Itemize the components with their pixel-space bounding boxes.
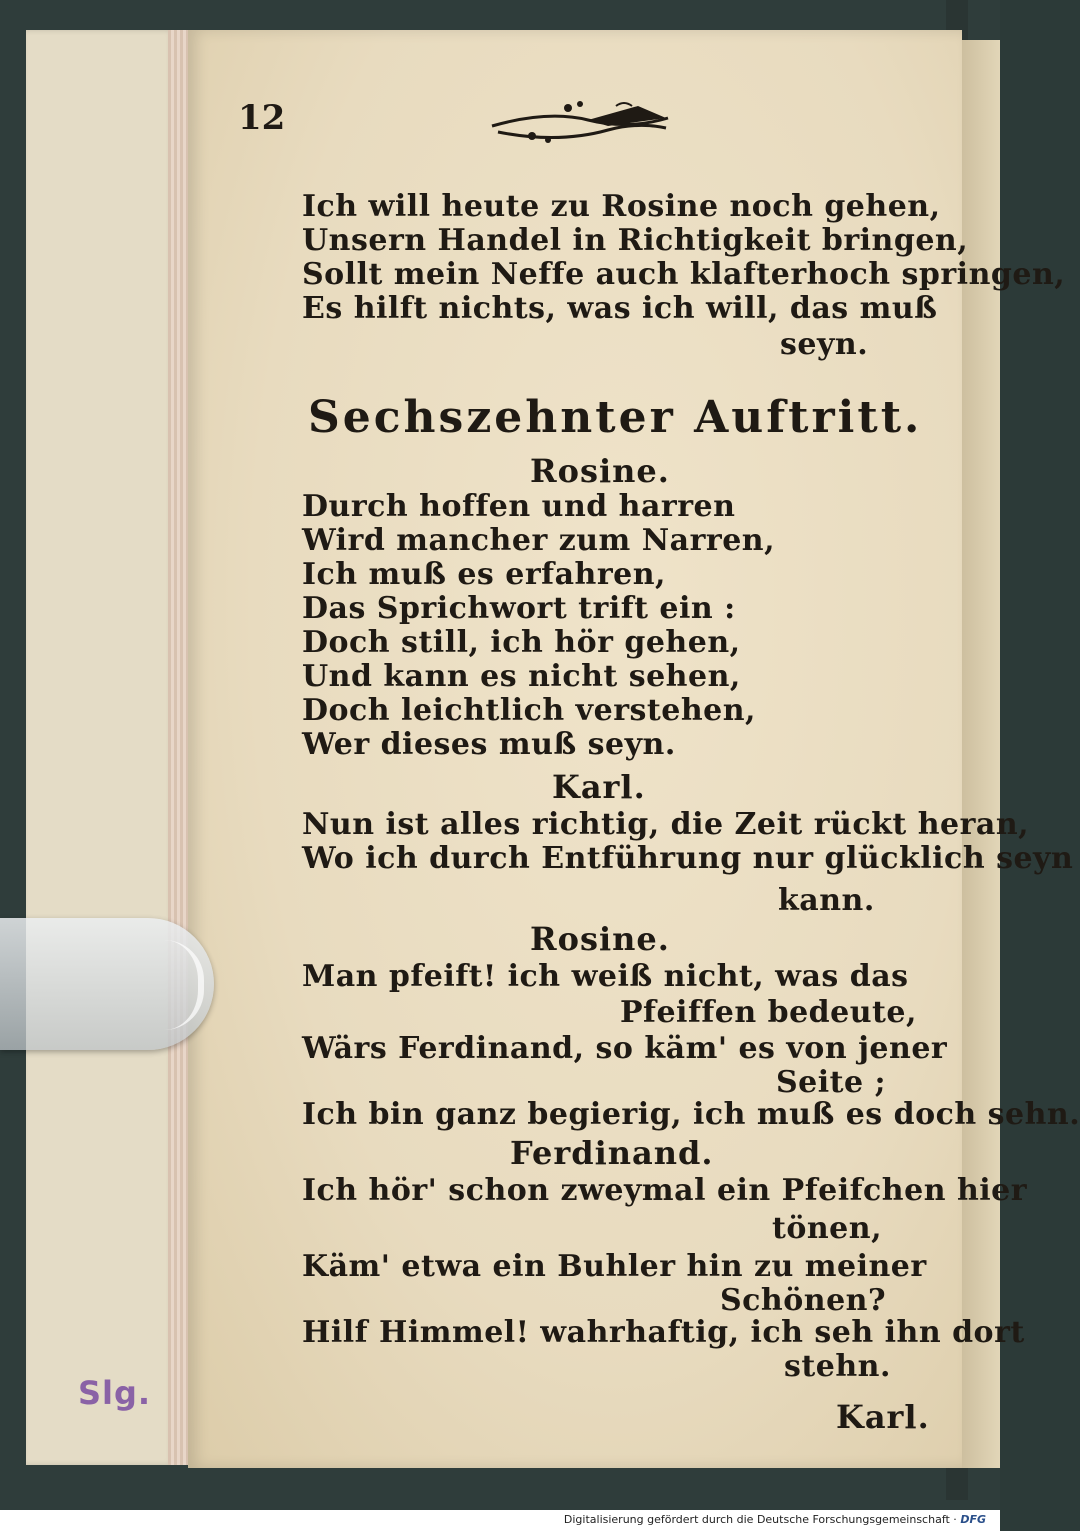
page-edge-stack	[168, 30, 188, 1465]
verse-line: Unsern Handel in Richtigkeit bringen,	[302, 223, 969, 258]
verse-line: Es hilft nichts, was ich will, das muß	[302, 291, 938, 326]
verse-line: Sollt mein Neffe auch klafterhoch springen,	[302, 257, 1066, 292]
verse-line-continuation: seyn.	[780, 327, 869, 362]
verse-line: Und kann es nicht sehen,	[302, 659, 741, 694]
verse-line: Nun ist alles richtig, die Zeit rückt heran,	[302, 807, 1030, 842]
verse-line: Man pfeift! ich weiß nicht, was das	[302, 959, 909, 994]
verse-line: Doch leichtlich verstehen,	[302, 693, 756, 728]
verse-line: Wärs Ferdinand, so käm' es von jener	[302, 1031, 948, 1066]
verse-line: Ich will heute zu Rosine noch gehen,	[302, 189, 941, 224]
speaker-name: Rosine.	[530, 452, 670, 490]
funding-credit: Digitalisierung gefördert durch die Deutsche Forschungsgemeinschaft ·	[563, 1513, 957, 1526]
dfg-logo: DFG	[960, 1513, 986, 1526]
header-ornament-icon	[488, 100, 672, 146]
verse-line-continuation: tönen,	[772, 1211, 883, 1246]
verse-line: Käm' etwa ein Buhler hin zu meiner	[302, 1249, 927, 1284]
verse-line-continuation: Schönen?	[720, 1283, 887, 1318]
backing-board	[26, 30, 174, 1465]
collection-stamp: Slg.	[78, 1374, 152, 1412]
verse-line: Hilf Himmel! wahrhaftig, ich seh ihn dort	[302, 1315, 1025, 1350]
verse-line: Doch still, ich hör gehen,	[302, 625, 741, 660]
verse-line: Ich muß es erfahren,	[302, 557, 666, 592]
speaker-name: Karl.	[552, 768, 646, 806]
speaker-name: Ferdinand.	[510, 1134, 714, 1172]
speaker-name: Rosine.	[530, 920, 670, 958]
verse-line: Durch hoffen und harren	[302, 489, 736, 524]
footer-credit	[564, 1513, 986, 1526]
verse-line: Wird mancher zum Narren,	[302, 523, 776, 558]
page-number: 12	[238, 98, 286, 138]
verse-line: Das Sprichwort trift ein :	[302, 591, 736, 626]
verse-line: Ich bin ganz begierig, ich muß es doch sehn.	[302, 1097, 1080, 1132]
verse-line-continuation: kann.	[778, 883, 875, 918]
verse-line: Wer dieses muß seyn.	[302, 727, 676, 762]
verse-line-continuation: Pfeiffen bedeute,	[620, 995, 917, 1030]
verse-line-continuation: stehn.	[784, 1349, 891, 1384]
verse-line-continuation: Seite ;	[776, 1065, 887, 1100]
scene-heading: Sechszehnter Auftritt.	[308, 392, 923, 443]
catchword: Karl.	[836, 1398, 930, 1436]
verse-line: Wo ich durch Entführung nur glücklich seyn	[302, 841, 1074, 876]
verse-line: Ich hör' schon zweymal ein Pfeifchen hier	[302, 1173, 1028, 1208]
